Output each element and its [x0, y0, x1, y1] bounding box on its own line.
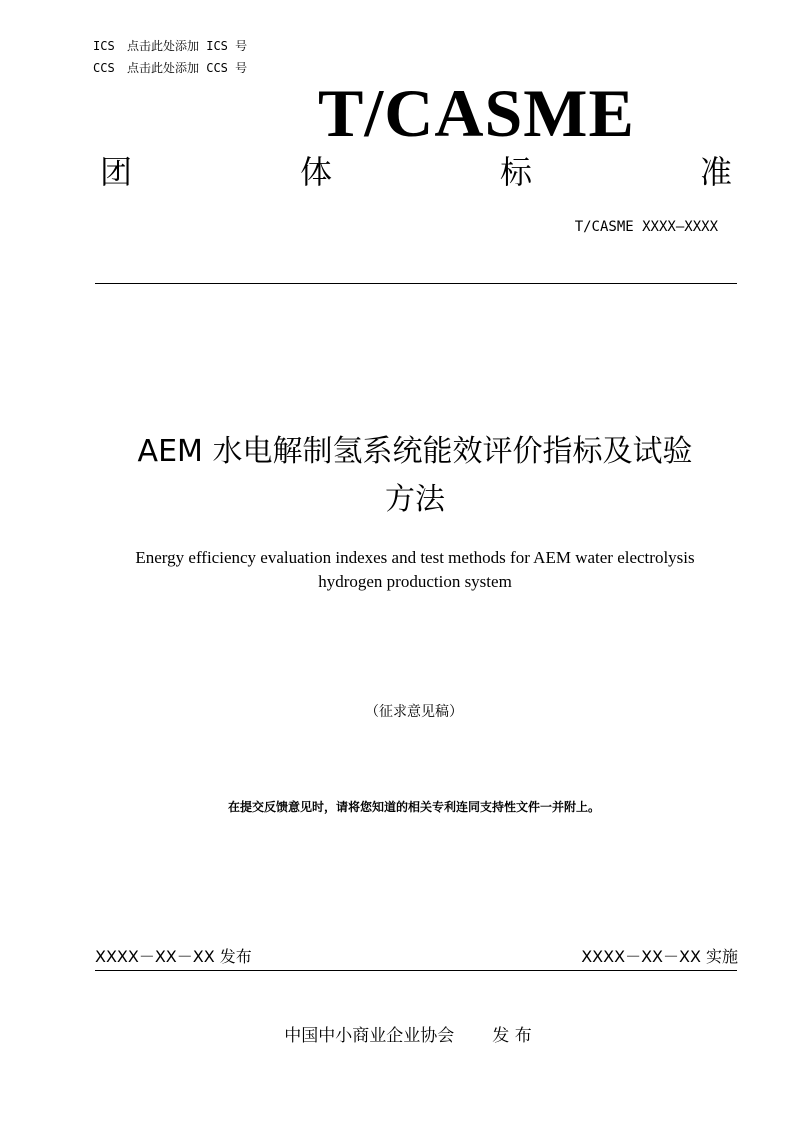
english-title	[90, 546, 740, 594]
publisher-name: 中国中小商业企业协会	[284, 1026, 455, 1046]
chinese-title-line-2: 方法	[385, 482, 445, 517]
release-date: XXXX－XX－XX 发布	[95, 947, 252, 966]
ccs-line	[93, 60, 247, 76]
standard-type-char: 准	[699, 153, 732, 191]
standard-number: T/CASME XXXX—XXXX	[574, 219, 718, 235]
implementation-date: XXXX－XX－XX 实施	[581, 947, 738, 966]
standard-type-char: 团	[100, 153, 133, 191]
standard-type-char: 标	[499, 153, 532, 191]
bottom-divider	[95, 970, 737, 971]
ccs-value: 点击此处添加 CCS 号	[127, 61, 248, 75]
english-title-line-1: Energy efficiency evaluation indexes and test methods for AEM water electrolysis	[135, 548, 695, 567]
ics-line	[93, 38, 247, 54]
ccs-label: CCS	[93, 61, 115, 75]
standard-type-heading	[100, 152, 732, 192]
ics-value: 点击此处添加 ICS 号	[127, 39, 248, 53]
chinese-title	[90, 428, 740, 524]
patent-notice: 在提交反馈意见时，请将您知道的相关专利连同支持性文件一并附上。	[227, 800, 600, 814]
draft-status: （征求意见稿）	[365, 704, 463, 720]
publisher-action: 发 布	[492, 1026, 532, 1046]
ics-label: ICS	[93, 39, 115, 53]
standard-type-char: 体	[299, 153, 332, 191]
english-title-line-2: hydrogen production system	[318, 572, 512, 591]
publisher-line	[0, 1024, 792, 1048]
organization-logo: T/CASME	[318, 75, 635, 151]
top-divider	[95, 283, 737, 284]
chinese-title-line-1: AEM 水电解制氢系统能效评价指标及试验	[137, 434, 693, 469]
